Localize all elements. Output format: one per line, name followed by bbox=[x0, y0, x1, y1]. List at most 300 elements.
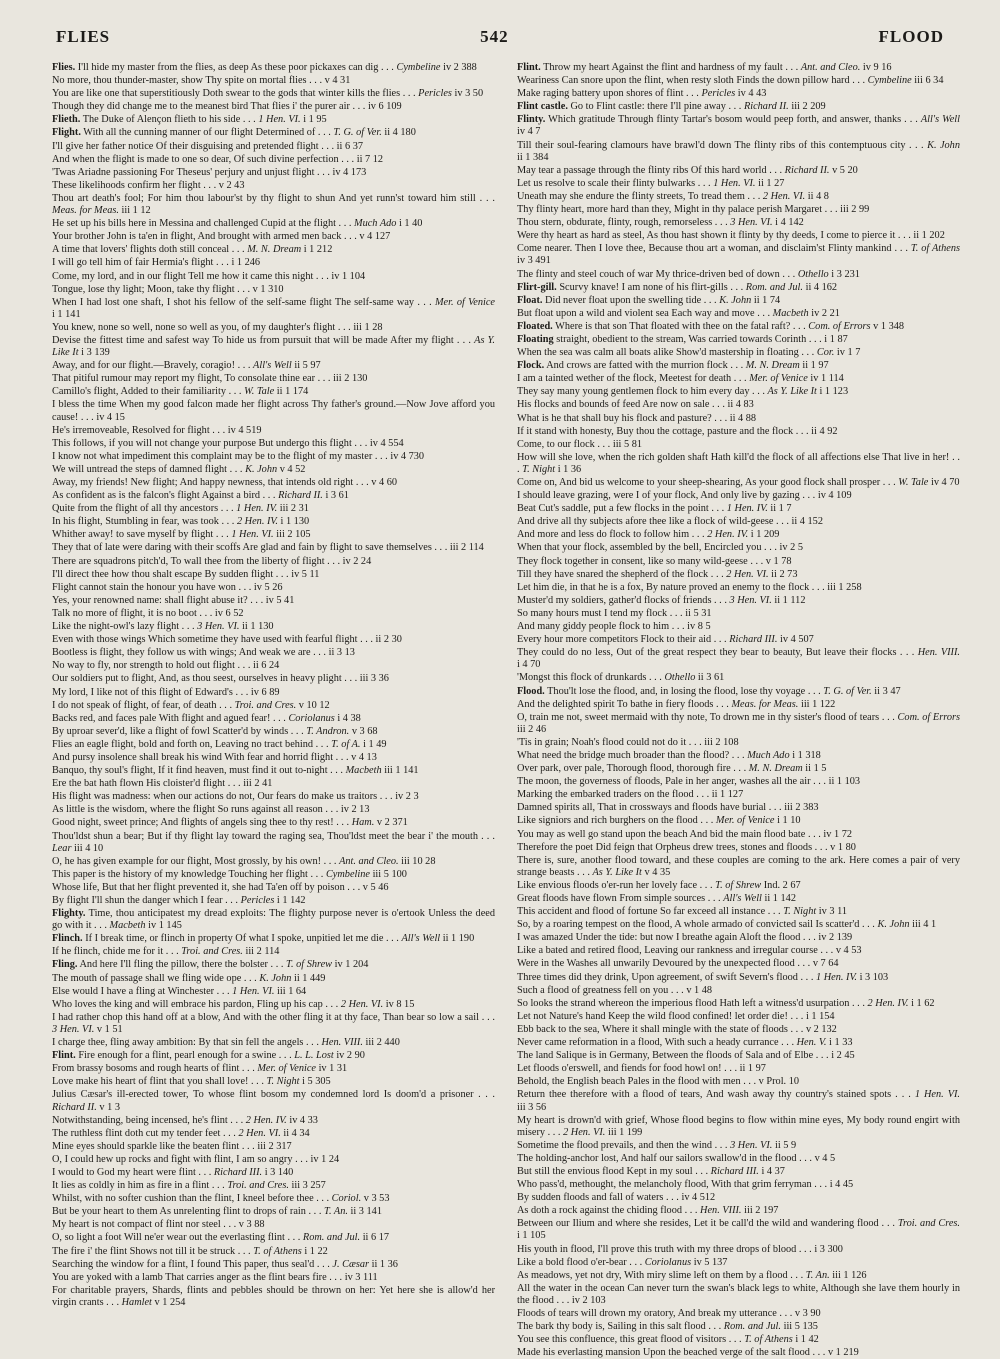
quotation-text: There is, sure, another flood toward, and these couples are coming to the ark. Here comes a pair of very strange beasts bbox=[517, 854, 960, 878]
concordance-entry: Thou stern, obdurate, flinty, rough, remorseless . . . 3 Hen. VI. i 4 142 bbox=[517, 217, 804, 229]
act-scene-line: v 1 51 bbox=[96, 1023, 123, 1035]
concordance-entry: I charge thee, fling away ambition: By that sin fell the angels . . . Hen. VIII. iii 2 440 bbox=[52, 1037, 400, 1049]
act-scene-line: ii 1 97 bbox=[739, 1063, 766, 1075]
quotation-text: O, he has given example for our flight, Most grossly, by his own! bbox=[52, 855, 322, 867]
play-reference: Lear bbox=[52, 842, 72, 854]
act-scene-line: v 2 132 bbox=[805, 1023, 837, 1035]
right-column bbox=[517, 62, 961, 1359]
concordance-entry: Who loves the king and will embrace his pardon, Fling up his cap . . . 2 Hen. VI. iv 8 15 bbox=[52, 998, 415, 1010]
concordance-entry: When that your flock, assembled by the bell, Encircled you . . . iv 2 5 bbox=[517, 542, 803, 554]
play-reference: Richard III. bbox=[213, 1166, 263, 1178]
quotation-text: Love make his heart of flint that you shall love! bbox=[52, 1076, 249, 1088]
play-reference: Ham. bbox=[351, 817, 375, 829]
quotation-text: And many giddy people flock to him bbox=[517, 621, 670, 633]
act-scene-line: i 3 61 bbox=[325, 490, 349, 502]
play-reference: Much Ado bbox=[747, 749, 790, 761]
quotation-text: No way to fly, nor strength to hold out flight bbox=[52, 660, 235, 672]
concordance-entry: I know not what impediment this complaint may be to the flight of my master . . . iv 4 730 bbox=[52, 450, 425, 462]
quotation-text: By flight I'll shun the danger which I fear bbox=[52, 895, 223, 906]
quotation-text: If it stand with honesty, Buy thou the cottage, pasture and the flock bbox=[517, 425, 794, 437]
quotation-text: And crows are fatted with the murrion flock bbox=[546, 360, 728, 372]
quotation-text: His youth in flood, I'll prove this truth with my three drops of blood bbox=[517, 1243, 797, 1255]
quotation-text: Though they did change me to the meanest bird That flies i' the purer air bbox=[52, 101, 350, 113]
act-scene-line: iv 3 11 bbox=[818, 906, 848, 918]
quotation-text: With all the cunning manner of our flight Determined of bbox=[83, 127, 316, 139]
act-scene-line: iii 3 36 bbox=[359, 673, 389, 685]
quotation-text: But be your heart to them As unrelenting flint to drops of rain bbox=[52, 1206, 306, 1218]
quotation-text: Between our Ilium and where she resides, Let it be call'd the wild and wandering flood bbox=[517, 1218, 879, 1230]
play-reference: T. An. bbox=[323, 1206, 348, 1218]
concordance-entry: Three times did they drink, Upon agreement, of swift Severn's flood . . . 1 Hen. IV. i 3 103 bbox=[517, 971, 889, 983]
act-scene-line: i 4 70 bbox=[517, 659, 541, 671]
act-scene-line: iv 2 388 bbox=[443, 62, 477, 73]
quotation-text: This accident and flood of fortune So far exceed all instance bbox=[517, 906, 766, 918]
quotation-text: I was amazed Under the tide: but now I breathe again Aloft the flood bbox=[517, 932, 801, 944]
quotation-text: Return thee therefore with a flood of tears, And wash away thy country's stained spots bbox=[517, 1089, 892, 1101]
act-scene-line: iii 2 197 bbox=[744, 1205, 779, 1217]
concordance-entry: Yes, your renowned name: shall flight abuse it? . . . iv 5 41 bbox=[52, 594, 295, 606]
act-scene-line: iii 1 12 bbox=[121, 205, 151, 217]
concordance-entry: Mine eyes should sparkle like the beaten flint . . . iii 2 317 bbox=[52, 1140, 292, 1152]
concordance-entry: Ere the bat hath flown His cloister'd flight . . . iii 2 41 bbox=[52, 778, 273, 790]
play-reference: Cymbeline bbox=[396, 62, 441, 73]
concordance-entry: Till their soul-fearing clamours have brawl'd down The flinty ribs of this contemptuous city . . . K. John ii 1 384 bbox=[517, 139, 960, 163]
play-reference: All's Well bbox=[723, 893, 762, 904]
concordance-entry: Make raging battery upon shores of flint . . . Pericles iv 4 43 bbox=[517, 88, 767, 100]
quotation-text: Great floods have flown From simple sources bbox=[517, 893, 706, 904]
act-scene-line: iv 2 5 bbox=[779, 542, 803, 554]
play-reference: T. Night bbox=[522, 463, 556, 475]
concordance-entry: How will she love, when the rich golden shaft Hath kill'd the flock of all affections else That live in her! . . . T. Night i 1 36 bbox=[517, 451, 961, 475]
concordance-entry: Banquo, thy soul's flight, If it find heaven, must find it out to-night . . . Macbeth iii 1 141 bbox=[52, 765, 419, 777]
concordance-entry: O, he has given example for our flight, Most grossly, by his own! . . . Ant. and Cleo. iii 10 28 bbox=[52, 855, 436, 867]
quotation-text: Behold, the English beach Pales in the flood with men bbox=[517, 1076, 741, 1088]
play-reference: Richard II. bbox=[743, 101, 789, 113]
quotation-text: Floods of tears will drown my oratory, And break my utterance bbox=[517, 1308, 777, 1319]
quotation-text: My heart is not compact of flint nor steel bbox=[52, 1219, 221, 1231]
concordance-entry: The holding-anchor lost, And half our sailors swallow'd in the flood . . . v 4 5 bbox=[517, 1152, 836, 1164]
concordance-entry: Good night, sweet prince; And flights of angels sing thee to thy rest! . . . Ham. v 2 371 bbox=[52, 817, 408, 829]
concordance-entry: Devise the fittest time and safest way To hide us from pursuit that will be made After my flight . . . As Y. Like It i 3 139 bbox=[52, 334, 495, 359]
concordance-entry: The fire i' the flint Shows not till it be struck . . . T. of Athens i 1 22 bbox=[52, 1245, 328, 1257]
concordance-entry: Flight. With all the cunning manner of our flight Determined of . . . T. G. of Ver. ii 4 180 bbox=[52, 127, 416, 139]
act-scene-line: iv 3 50 bbox=[454, 88, 484, 100]
play-reference: Richard III. bbox=[710, 1165, 759, 1177]
concordance-entry: But still the envious flood Kept in my soul . . . Richard III. i 4 37 bbox=[517, 1165, 785, 1177]
quotation-text: Let not Nature's hand Keep the wild flood confined! let order die! bbox=[517, 1010, 788, 1022]
concordance-entry: Flinty. Which gratitude Through flinty Tartar's bosom would peep forth, and answer, thanks . . . All's Well iv 4 7 bbox=[517, 114, 960, 138]
act-scene-line: iv 8 15 bbox=[385, 998, 415, 1010]
quotation-text: Beat Cut's saddle, put a few flocks in the point bbox=[517, 503, 709, 515]
quotation-text: So looks the strand whereon the imperious flood Hath left a witness'd usurpation bbox=[517, 997, 850, 1009]
play-reference: T. of A. bbox=[331, 738, 361, 750]
concordance-entry: By sudden floods and fall of waters . . . iv 4 512 bbox=[517, 1192, 716, 1204]
concordance-entry: Like signiors and rich burghers on the flood . . . Mer. of Venice i 1 10 bbox=[517, 815, 801, 827]
play-reference: Meas. for Meas. bbox=[52, 205, 119, 217]
concordance-entry: The land Salique is in Germany, Between the floods of Sala and of Elbe . . . i 2 45 bbox=[517, 1050, 855, 1062]
concordance-entry: What need the bridge much broader than the flood? . . . Much Ado i 1 318 bbox=[517, 749, 821, 761]
concordance-entry: By uproar sever'd, like a flight of fowl Scatter'd by winds . . . T. Andron. v 3 68 bbox=[52, 725, 378, 737]
quotation-text: The ruthless flint doth cut my tender feet bbox=[52, 1127, 221, 1139]
act-scene-line: iii 10 28 bbox=[401, 855, 436, 867]
quotation-text: If he flinch, chide me for it bbox=[52, 946, 164, 958]
act-scene-line: iv 4 730 bbox=[390, 450, 425, 462]
act-scene-line: ii 3 61 bbox=[697, 672, 725, 684]
quotation-text: And here I'll fling the pillow, there the bolster bbox=[79, 959, 268, 971]
concordance-entry: Float. Did never float upon the swelling tide . . . K. John ii 1 74 bbox=[517, 294, 781, 306]
play-reference: 1 Hen. VI. bbox=[258, 114, 301, 126]
quotation-text: I will go tell him of fair Hermia's flight bbox=[52, 257, 214, 269]
concordance-entry: 'Mongst this flock of drunkards . . . Othello ii 3 61 bbox=[517, 672, 725, 684]
headword: Fling. bbox=[52, 959, 78, 971]
play-reference: Macbeth bbox=[772, 307, 809, 319]
quotation-text: Go to Flint castle: there I'll pine away bbox=[570, 101, 726, 113]
quotation-text: I would to God my heart were flint bbox=[52, 1166, 196, 1178]
act-scene-line: ii 5 31 bbox=[685, 607, 712, 619]
quotation-text: Over park, over pale, Thorough flood, thorough fire bbox=[517, 763, 731, 775]
quotation-text: Till they have snared the shepherd of the flock bbox=[517, 568, 709, 580]
quotation-text: They say many young gentlemen flock to him every day bbox=[517, 386, 750, 398]
play-reference: T. of Athens bbox=[744, 1334, 793, 1346]
act-scene-line: iv 2 103 bbox=[571, 1294, 606, 1306]
act-scene-line: i 1 123 bbox=[819, 386, 849, 398]
quotation-text: Thou art death's fool; For him thou labour'st by thy flight to shun And yet runn'st toward him still bbox=[52, 192, 476, 204]
quotation-text: And more and less do flock to follow him bbox=[517, 529, 690, 541]
concordance-entry: My heart is drown'd with grief, Whose flood begins to flow within mine eyes, My body round engirt with misery . . . 2 Hen. VI. iii 1 199 bbox=[517, 1114, 960, 1138]
concordance-entry: This accident and flood of fortune So far exceed all instance . . . T. Night iv 3 11 bbox=[517, 906, 848, 918]
concordance-entry: Talk no more of flight, it is no boot . . . iv 6 52 bbox=[52, 607, 244, 619]
act-scene-line: ii 4 180 bbox=[384, 127, 416, 139]
act-scene-line: v 3 53 bbox=[363, 1193, 390, 1205]
act-scene-line: iii 4 1 bbox=[912, 919, 937, 931]
quotation-text: You may as well go stand upon the beach And bid the main flood bate bbox=[517, 828, 806, 840]
act-scene-line: ii 2 30 bbox=[375, 634, 402, 646]
act-scene-line: ii 1 190 bbox=[442, 933, 475, 945]
play-reference: Macbeth bbox=[345, 765, 382, 777]
play-reference: 3 Hen. VI. bbox=[197, 621, 240, 633]
act-scene-line: iii 5 81 bbox=[612, 438, 643, 450]
quotation-text: Every hour more competitors Flock to their aid bbox=[517, 634, 712, 646]
concordance-entry: Over park, over pale, Thorough flood, thorough fire . . . M. N. Dream ii 1 5 bbox=[517, 763, 827, 775]
concordance-entry: Were in the Washes all unwarily Devoured by the unexpected flood . . . v 7 64 bbox=[517, 958, 839, 970]
act-scene-line: i 3 140 bbox=[264, 1166, 294, 1178]
concordance-entry: The mouth of passage shall we fling wide ope . . . K. John ii 1 449 bbox=[52, 972, 326, 984]
play-reference: M. N. Dream bbox=[745, 360, 800, 372]
act-scene-line: iii 5 135 bbox=[783, 1321, 818, 1333]
concordance-entry: Away, my friends! New flight; And happy newness, that intends old right . . . v 4 60 bbox=[52, 477, 398, 488]
quotation-text: That pitiful rumour may report my flight, To consolate thine ear bbox=[52, 373, 316, 385]
concordance-entry: I do not speak of flight, of fear, of death . . . Troi. and Cres. v 10 12 bbox=[52, 699, 330, 711]
quotation-text: Tongue, lose thy light; Moon, take thy flight bbox=[52, 283, 235, 295]
quotation-text: Else would I have a fling at Winchester bbox=[52, 985, 215, 997]
quotation-text: But still the envious flood Kept in my soul bbox=[517, 1165, 693, 1177]
quotation-text: The flinty and steel couch of war My thrice-driven bed of down bbox=[517, 268, 780, 280]
quotation-text: They that of late were daring with their scoffs Are glad and fain by flight to save themselves bbox=[52, 542, 432, 554]
act-scene-line: ii 3 47 bbox=[874, 685, 901, 697]
act-scene-line: v 2 43 bbox=[218, 179, 245, 191]
act-scene-line: iii 1 258 bbox=[827, 581, 862, 593]
concordance-entry: Flirt-gill. Scurvy knave! I am none of his flirt-gills . . . Rom. and Jul. ii 4 162 bbox=[517, 281, 838, 293]
quotation-text: Three times did they drink, Upon agreement, of swift Severn's flood bbox=[517, 971, 798, 983]
play-reference: T. G. of Ver. bbox=[333, 127, 382, 139]
act-scene-line: iii 5 100 bbox=[372, 868, 407, 880]
act-scene-line: iv 6 52 bbox=[214, 607, 244, 619]
play-reference: Macbeth bbox=[109, 920, 146, 932]
page-header bbox=[56, 22, 944, 52]
quotation-text: Let him die, in that he is a fox, By nature proved an enemy to the flock bbox=[517, 581, 810, 593]
concordance-entry: And more and less do flock to follow him . . . 2 Hen. IV. i 1 209 bbox=[517, 529, 780, 541]
concordance-entry: You knew, none so well, none so well as you, of my daughter's flight . . . iii 1 28 bbox=[52, 321, 383, 333]
act-scene-line: v 1 219 bbox=[827, 1347, 859, 1359]
quotation-text: Never came reformation in a flood, With such a heady currance bbox=[517, 1037, 779, 1049]
concordance-entry: Such a flood of greatness fell on you . . . v 1 48 bbox=[517, 984, 713, 996]
concordance-entry: Let floods o'erswell, and fiends for food howl on! . . . ii 1 97 bbox=[517, 1063, 766, 1075]
act-scene-line: v 3 90 bbox=[794, 1308, 821, 1319]
act-scene-line: iv 5 26 bbox=[253, 581, 283, 593]
quotation-text: The moon, the governess of floods, Pale in her anger, washes all the air bbox=[517, 776, 811, 788]
play-reference: W. Tale bbox=[244, 386, 275, 398]
act-scene-line: ii 4 34 bbox=[283, 1127, 310, 1139]
concordance-entry: All the water in the ocean Can never turn the swan's black legs to white, Although she lave them hourly in the flood . . . iv 2 103 bbox=[517, 1282, 960, 1306]
play-reference: Troi. and Cres. bbox=[897, 1218, 960, 1230]
concordance-entry: As meadows, yet not dry, With miry slime left on them by a flood . . . T. An. iii 1 126 bbox=[517, 1269, 867, 1281]
play-reference: Hamlet bbox=[121, 1296, 152, 1308]
concordance-entry: Flies an eagle flight, bold and forth on, Leaving no tract behind . . . T. of A. i 1 49 bbox=[52, 738, 387, 750]
act-scene-line: ii 6 37 bbox=[336, 140, 363, 152]
play-reference: 3 Hen. VI. bbox=[730, 217, 773, 229]
headword: Flinty. bbox=[517, 114, 546, 126]
concordance-entry: He set up his bills here in Messina and challenged Cupid at the flight . . . Much Ado i 1 40 bbox=[52, 218, 423, 230]
concordance-entry: You are like one that superstitiously Doth swear to the gods that winter kills the flies . . . Pericles iv 3 50 bbox=[52, 88, 484, 100]
play-reference: 2 Hen. IV. bbox=[245, 1114, 287, 1126]
headword: Flight. bbox=[52, 127, 81, 139]
act-scene-line: i 2 45 bbox=[831, 1050, 855, 1062]
concordance-entry: Come, my lord, and in our flight Tell me how it came this night . . . iv 1 104 bbox=[52, 270, 366, 282]
concordance-entry: There is, sure, another flood toward, and these couples are coming to the ark. Here comes a pair of very strange beasts . . . As Y. Like It v 4 35 bbox=[517, 854, 960, 878]
concordance-entry: He's irremoveable, Resolved for flight . . . iv 4 519 bbox=[52, 424, 262, 436]
play-reference: Richard III. bbox=[729, 634, 778, 646]
act-scene-line: iii 2 46 bbox=[517, 723, 547, 735]
play-reference: T. of Athens bbox=[253, 1245, 302, 1257]
concordance-entry: So, by a roaring tempest on the flood, A whole armado of convicted sail Is scatter'd . . . K. John iii 4 1 bbox=[517, 919, 937, 931]
concordance-entry: Uneath may she endure the flinty streets, To tread them . . . 2 Hen. VI. ii 4 8 bbox=[517, 190, 829, 202]
concordance-entry: And drive all thy subjects afore thee like a flock of wild-geese . . . ii 4 152 bbox=[517, 516, 823, 528]
act-scene-line: i 1 154 bbox=[805, 1010, 835, 1022]
play-reference: Troi. and Cres. bbox=[234, 699, 297, 711]
concordance-entry: Made his everlasting mansion Upon the beached verge of the salt flood . . . v 1 219 bbox=[517, 1347, 859, 1359]
concordance-entry: Beat Cut's saddle, put a few flocks in the point . . . 1 Hen. IV. ii 1 7 bbox=[517, 503, 792, 515]
act-scene-line: iv 5 41 bbox=[265, 594, 295, 606]
play-reference: 3 Hen. VI. bbox=[52, 1023, 95, 1035]
concordance-entry: Never came reformation in a flood, With such a heady currance . . . Hen. V. i 1 33 bbox=[517, 1037, 853, 1049]
quotation-text: What is he that shall buy his flock and pasture? bbox=[517, 412, 712, 424]
act-scene-line: v 5 20 bbox=[832, 164, 858, 176]
play-reference: T. of Athens bbox=[910, 243, 960, 255]
concordance-entry: Come on, And bid us welcome to your sheep-shearing, As your good flock shall prosper . . . W. Tale iv 4 70 bbox=[517, 477, 960, 488]
act-scene-line: iii 2 383 bbox=[784, 802, 819, 814]
concordance-entry: You see this confluence, this great flood of visitors . . . T. of Athens i 1 42 bbox=[517, 1334, 819, 1346]
act-scene-line: iv 4 554 bbox=[369, 437, 404, 449]
quotation-text: In his flight, Stumbling in fear, was took bbox=[52, 516, 219, 528]
quotation-text: Good night, sweet prince; And flights of angels sing thee to thy rest! bbox=[52, 817, 334, 829]
quotation-text: No more, thou thunder-master, show Thy spite on mortal flies bbox=[52, 75, 307, 87]
play-reference: All's Well bbox=[401, 933, 441, 945]
act-scene-line: iv 5 137 bbox=[693, 1256, 728, 1268]
quotation-text: Like a bated and retired flood, Leaving our rankness and irregular course bbox=[517, 945, 818, 957]
play-reference: Coriolanus bbox=[288, 712, 335, 724]
headword: Float. bbox=[517, 294, 543, 306]
act-scene-line: iv 1 145 bbox=[148, 920, 182, 932]
act-scene-line: iii 2 440 bbox=[365, 1037, 400, 1049]
headword: Flint. bbox=[517, 62, 541, 73]
play-reference: All's Well bbox=[253, 360, 292, 372]
play-reference: Com. of Errors bbox=[808, 320, 871, 332]
play-reference: 3 Hen. VI. bbox=[730, 1139, 773, 1151]
quotation-text: It lies as coldly in him as fire in a flint bbox=[52, 1180, 210, 1192]
act-scene-line: i 1 246 bbox=[231, 257, 261, 269]
act-scene-line: ii 1 97 bbox=[802, 360, 829, 372]
quotation-text: But float upon a wild and violent sea Each way and move bbox=[517, 307, 755, 319]
act-scene-line: iii 4 10 bbox=[74, 842, 104, 854]
quotation-text: Time, thou anticipatest my dread exploits: The flighty purpose never is o'ertook Unless the deed go with it bbox=[52, 908, 495, 932]
act-scene-line: iv 1 72 bbox=[823, 828, 853, 840]
concordance-entry: And the delighted spirit To bathe in fiery floods . . . Meas. for Meas. iii 1 122 bbox=[517, 698, 836, 710]
quotation-text: I'll hide my master from the flies, as deep As these poor pickaxes can dig bbox=[77, 62, 379, 73]
concordance-entry: Like a bated and retired flood, Leaving our rankness and irregular course . . . v 4 53 bbox=[517, 945, 862, 957]
quotation-text: When the sea was calm all boats alike Show'd mastership in floating bbox=[517, 347, 799, 359]
concordance-entry: No more, thou thunder-master, show Thy spite on mortal flies . . . v 4 31 bbox=[52, 75, 351, 87]
act-scene-line: iv 2 21 bbox=[811, 307, 840, 319]
quotation-text: Such a flood of greatness fell on you bbox=[517, 984, 669, 996]
concordance-entry: If he flinch, chide me for it . . . Troi. and Cres. iii 2 114 bbox=[52, 946, 280, 958]
quotation-text: The holding-anchor lost, And half our sailors swallow'd in the flood bbox=[517, 1152, 797, 1164]
play-reference: As Y. Like It bbox=[767, 386, 817, 398]
concordance-entry: Your brother John is ta'en in flight, And brought with armed men back . . . v 4 127 bbox=[52, 231, 391, 243]
act-scene-line: i 1 62 bbox=[911, 997, 935, 1009]
act-scene-line: v 4 5 bbox=[814, 1152, 836, 1164]
quotation-text: Quite from the flight of all thy ancestors bbox=[52, 503, 219, 515]
concordance-entry: O, train me not, sweet mermaid with thy note, To drown me in thy sister's flood of tears . . . Com. of Errors iii 2 46 bbox=[517, 711, 960, 735]
quotation-text: Come, my lord, and in our flight Tell me how it came this night bbox=[52, 270, 314, 282]
concordance-entry: Else would I have a fling at Winchester . . . 1 Hen. VI. iii 1 64 bbox=[52, 985, 307, 997]
concordance-entry: Flint. Fire enough for a flint, pearl enough for a swine . . . L. L. Lost iv 2 90 bbox=[52, 1050, 365, 1062]
quotation-text: You are like one that superstitiously Doth swear to the gods that winter kills the flies bbox=[52, 88, 401, 100]
quotation-text: We will untread the steps of damned flight bbox=[52, 463, 228, 475]
concordance-entry: That pitiful rumour may report my flight, To consolate thine ear . . . iii 2 130 bbox=[52, 373, 368, 385]
act-scene-line: iv 2 24 bbox=[342, 555, 372, 567]
concordance-entry: As doth a rock against the chiding flood . . . Hen. VIII. iii 2 197 bbox=[517, 1205, 779, 1217]
play-reference: T. of Shrew bbox=[715, 879, 762, 891]
act-scene-line: iii 3 56 bbox=[517, 1101, 547, 1113]
headword: Flock. bbox=[517, 360, 545, 372]
quotation-text: The fire i' the flint Shows not till it be struck bbox=[52, 1245, 236, 1257]
concordance-entry: The ruthless flint doth cut my tender feet . . . 2 Hen. VI. ii 4 34 bbox=[52, 1127, 310, 1139]
act-scene-line: ii 4 152 bbox=[791, 516, 823, 528]
play-reference: T. G. of Ver. bbox=[823, 685, 872, 697]
quotation-text: Scurvy knave! I am none of his flirt-gills bbox=[559, 281, 728, 293]
act-scene-line: iv 4 33 bbox=[289, 1114, 318, 1126]
concordance-entry: Flint castle. Go to Flint castle: there I'll pine away . . . Richard II. iii 2 209 bbox=[517, 101, 826, 113]
concordance-entry: Flight cannot stain the honour you have won . . . iv 5 26 bbox=[52, 581, 283, 593]
concordance-entry: Therefore the poet Did feign that Orpheus drew trees, stones and floods . . . v 1 80 bbox=[517, 841, 856, 853]
act-scene-line: v 10 12 bbox=[298, 699, 330, 711]
act-scene-line: i 1 95 bbox=[303, 114, 327, 126]
concordance-entry: Damned spirits all, That in crossways and floods have burial . . . iii 2 383 bbox=[517, 802, 819, 814]
concordance-entry: Like envious floods o'er-run her lovely face . . . T. of Shrew Ind. 2 67 bbox=[517, 879, 801, 891]
concordance-entry: But float upon a wild and violent sea Each way and move . . . Macbeth iv 2 21 bbox=[517, 307, 840, 319]
act-scene-line: iv 2 3 bbox=[395, 791, 419, 803]
concordance-entry: They flock together in consent, like so many wild-geese . . . v 1 78 bbox=[517, 555, 792, 567]
quotation-text: I should leave grazing, were I of your flock, And only live by gazing bbox=[517, 490, 800, 502]
quotation-text: My lord, I like not of this flight of Edward's bbox=[52, 686, 233, 698]
quotation-text: 'Tis in grain; Noah's flood could not do it bbox=[517, 736, 687, 748]
concordance-entry: What is he that shall buy his flock and pasture? . . . ii 4 88 bbox=[517, 412, 757, 424]
quotation-text: Away, and for our flight.—Bravely, coragio! bbox=[52, 360, 236, 372]
play-reference: M. N. Dream bbox=[247, 244, 302, 256]
act-scene-line: i 1 209 bbox=[750, 529, 780, 541]
play-reference: 3 Hen. VI. bbox=[729, 594, 772, 606]
act-scene-line: iv 5 11 bbox=[291, 568, 320, 580]
act-scene-line: iv 1 204 bbox=[334, 959, 369, 971]
play-reference: 2 Hen. VI. bbox=[563, 1126, 606, 1138]
act-scene-line: i 4 142 bbox=[775, 217, 804, 229]
headword: Flieth. bbox=[52, 114, 81, 126]
act-scene-line: ii 1 202 bbox=[913, 230, 945, 242]
concordance-entry: Were thy heart as hard as steel, As thou hast shown it flinty by thy deeds, I come to pierce it . . . ii 1 202 bbox=[517, 230, 945, 242]
quotation-text: Thou'ldst shun a bear; But if thy flight lay toward the raging sea, Thou'ldst meet the bear i' the mouth bbox=[52, 830, 479, 842]
play-reference: M. N. Dream bbox=[748, 763, 803, 775]
act-scene-line: iv 1 104 bbox=[331, 270, 366, 282]
act-scene-line: v 1 3 bbox=[99, 1101, 120, 1113]
quotation-text: A time that lovers' flights doth still conceal bbox=[52, 244, 230, 256]
act-scene-line: v 1 254 bbox=[154, 1296, 186, 1308]
play-reference: W. Tale bbox=[898, 477, 929, 488]
concordance-entry: Flock. And crows are fatted with the murrion flock . . . M. N. Dream ii 1 97 bbox=[517, 360, 829, 372]
quotation-text: The land Salique is in Germany, Between the floods of Sala and of Elbe bbox=[517, 1050, 814, 1062]
quotation-text: Mine eyes should sparkle like the beaten flint bbox=[52, 1140, 240, 1152]
act-scene-line: v 2 371 bbox=[376, 817, 408, 829]
concordance-entry: Though they did change me to the meanest bird That flies i' the purer air . . . iv 6 109 bbox=[52, 101, 402, 113]
act-scene-line: ii 4 83 bbox=[727, 399, 754, 411]
quotation-text: Whilst, with no softer cushion than the flint, I kneel before thee bbox=[52, 1193, 314, 1205]
quotation-text: You see this confluence, this great flood of visitors bbox=[517, 1334, 727, 1346]
quotation-text: I bless the time When my good falcon made her flight across Thy father's ground.—Now Jove afford you cause! bbox=[52, 399, 495, 423]
act-scene-line: ii 6 24 bbox=[252, 660, 280, 672]
quotation-text: O, so light a foot Will ne'er wear out the everlasting flint bbox=[52, 1232, 285, 1244]
act-scene-line: i 1 141 bbox=[52, 308, 81, 320]
act-scene-line: i 1 10 bbox=[777, 815, 801, 827]
text-columns bbox=[52, 62, 961, 1359]
concordance-entry: I would to God my heart were flint . . . Richard III. i 3 140 bbox=[52, 1166, 294, 1178]
quotation-text: Even with those wings Which sometime they have used with fearful flight bbox=[52, 634, 358, 646]
act-scene-line: v 1 348 bbox=[873, 320, 905, 332]
quotation-text: straight, obedient to the stream, Was carried towards Corinth bbox=[556, 333, 807, 345]
quotation-text: Were in the Washes all unwarily Devoured by the unexpected flood bbox=[517, 958, 795, 970]
quotation-text: Your brother John is ta'en in flight, And brought with armed men back bbox=[52, 231, 342, 243]
concordance-entry: This paper is the history of my knowledge Touching her flight . . . Cymbeline iii 5 100 bbox=[52, 868, 407, 880]
play-reference: K. John bbox=[259, 972, 292, 984]
left-column bbox=[52, 62, 495, 1322]
play-reference: Com. of Errors bbox=[897, 711, 960, 723]
concordance-entry: I had rather chop this hand off at a blow, And with the other fling it at thy face, Than bear so low a sail . . . 3 Hen. VI. v 1 51 bbox=[52, 1011, 495, 1035]
quotation-text: O, train me not, sweet mermaid with thy note, To drown me in thy sister's flood of tears bbox=[517, 711, 880, 723]
play-reference: 1 Hen. VI. bbox=[914, 1089, 960, 1101]
act-scene-line: ii 4 92 bbox=[811, 425, 838, 437]
concordance-entry: This follows, if you will not change your purpose But undergo this flight . . . iv 4 554 bbox=[52, 437, 404, 449]
quotation-text: Uneath may she endure the flinty streets, To tread them bbox=[517, 190, 745, 202]
quotation-text: I had rather chop this hand off at a blow, And with the other fling it at thy face, Than bear so low a sail bbox=[52, 1011, 479, 1023]
play-reference: 2 Hen. IV. bbox=[867, 997, 909, 1009]
